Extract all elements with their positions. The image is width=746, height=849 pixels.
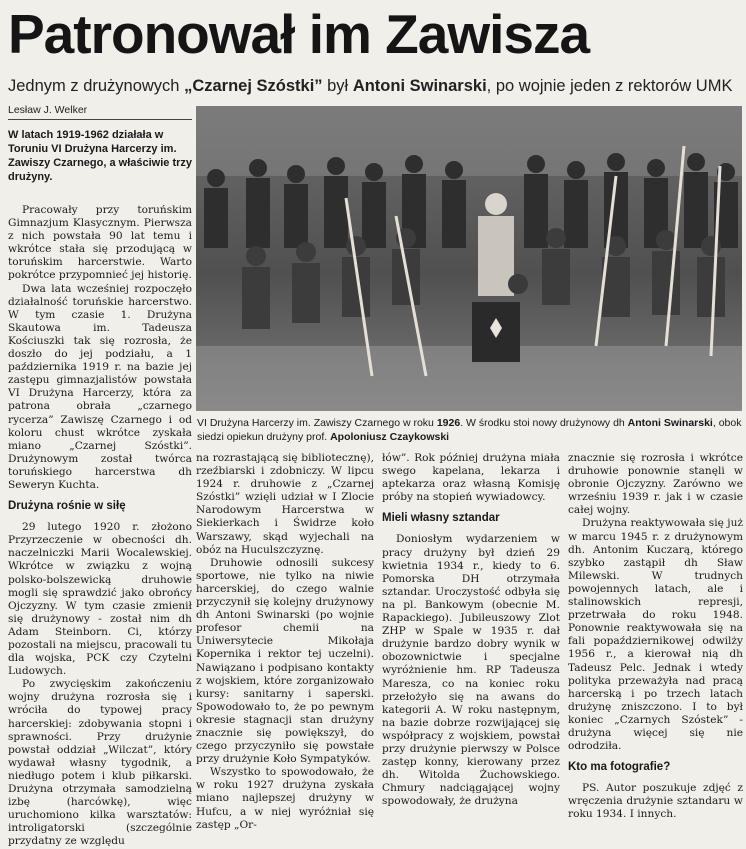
col4-paragraph-2: Drużyna reaktywowała się już w marcu 1945 r. z drużynowym dh. Antonim Kuczarą, którego szybko zastąpił dh Sław Milewski. W trudnych powojennych latach, ale i stalinowskich represji, przetrwała do roku 1948. Ponownie reaktywowała się na fali popaździernikowej odwilży 1956 r., a kierował nią dh Tadeusz Pelc. Jednak i wtedy polityka przeważyła nad pracą harcerską i po trzech latach drużynę zniszczono. I to był koniec „Czarnych Szóstek” - drużyna więcej się nie odrodziła. <box>568 517 743 753</box>
col1-paragraph-2: Dwa lata wcześniej rozpoczęło działalność toruńskie harcerstwo. W tym czasie 1. Drużyna Skautowa im. Tadeusza Kościuszki tak się rozrosła, że doszło do jej podziału, a 1 października 1919 r. na bazie jej zastępu gimnazjalistów powstała VI Drużyna Harcerzy, która za patrona obrała „czarnego rycerza” Zawiszę Czarnego i od koloru chust wkrótce zyskała miano „Czarnej Szóstki”. Drużynowym został twórca toruńskiego harcerstwa dh Seweryn Kuchta. <box>8 282 192 491</box>
caption-name-2: Apoloniusz Czaykowski <box>330 431 450 443</box>
byline-rule <box>8 119 192 120</box>
caption-mid-2: , obok siedzi opiekun drużyny prof. <box>197 417 742 443</box>
col1-paragraph-4: Po zwycięskim zakończeniu wojny drużyna rozrosła się i wróciła do typowej pracy harcerskiej: zdobywania stopni i sprawności. Przy drużynie powstał oddział „Wilczat”, który wydawał własny tygodnik, a niedługo potem i klub piłkarski. Drużyna otrzymała samodzielną izbę (harcówkę), więc uruchomiono kilka warsztatów: introligatorski (szczególnie przydatny ze względu <box>8 678 192 848</box>
subhead-bold-1: „Czarnej Szóstki” <box>184 77 323 95</box>
col2-paragraph-1: na rozrastającą się bibliotecznę), rzeźbiarski i zdobniczy. W lipcu 1924 r. druhowie z „Czarnej Szóstki” wzięli udział w I Zlocie Narodowym Harcerstwa w Siekierkach i Świdrze koło Warszawy, skąd wyjechali na obóz na Huculszczyznę. <box>196 452 374 556</box>
column-3 <box>382 452 560 808</box>
article-subheadline <box>8 76 743 96</box>
col2-paragraph-2: Druhowie odnosili sukcesy sportowe, nie tylko na niwie harcerskiej, do czego walnie przyczynił się kolejny drużynowy dh Antoni Swinarski (po wojnie profesor chemii na Uniwersytecie Mikołaja Kopernika i rektor tej uczelni). Nawiązano i podpisano kontakty z wojskiem, które zorganizowało kursy: sanitarny i saperski. Spowodowało to, że po pewnym okresie stagnacji stan drużyny znacznie się powiększył, do czego przyczyniło się powstałe przy drużynie Koło Sympatyków. <box>196 556 374 766</box>
subhead-pre: Jednym z drużynowych <box>8 77 185 95</box>
subhead-bold-2: Antoni Swinarski <box>352 77 487 95</box>
col3-paragraph-1: łów”. Rok później drużyna miała swego kapelana, lekarza i aptekarza oraz własną Komisję próby na stopień wywiadowcy. <box>382 452 560 504</box>
col4-paragraph-3: PS. Autor poszukuje zdjęć z wręczenia drużynie sztandaru w roku 1934. I innych. <box>568 782 743 821</box>
group-photo <box>196 106 742 411</box>
column-1 <box>8 204 192 849</box>
col2-paragraph-3: Wszystko to spowodowało, że w roku 1927 drużyna zyskała miano najlepszej drużyny w Hufcu, a w niej wyróżniał się zastęp „Or- <box>196 766 374 831</box>
column-4 <box>568 452 743 822</box>
group-photo-illustration <box>196 106 742 411</box>
col3-paragraph-2: Doniosłym wydarzeniem w pracy drużyny był dzień 29 kwietnia 1934 r., kiedy to 6. Pomorska DH otrzymała sztandar. Uroczystość odbyła się na pl. Bankowym (obecnie M. Rapackiego). Jubileuszowy Zlot ZHP w Spale w 1935 r. dał drużynie bardzo dobry wynik w obozownictwie i specjalne wyróżnienie hm. RP Tadeusza Maresza, co na koniec roku przełożyło się na awans do kategorii A. W roku następnym, na bazie dobrze rozwijającej się współpracy z wojskiem, powstał przy drużynie pierwszy w Polsce zastęp konny, kierowany przez dh. Witolda Żuchowskiego. Chmury nadciągającej wojny spowodowały, że drużyna <box>382 533 560 808</box>
col1-paragraph-1: Pracowały przy toruńskim Gimnazjum Klasycznym. Pierwsza z nich powstała 90 lat temu i wkrótce stała się przodującą w toruńskim harcerstwie. Warto pokrótce przypomnieć jej historię. <box>8 204 192 282</box>
col4-paragraph-1: znacznie się rozrosła i wkrótce druhowie ponownie stanęli w obronie Ojczyzny. Zarówno we wrześniu 1939 r. jak i w czasie całej wojny. <box>568 452 743 517</box>
article-headline: Patronował im Zawisza <box>8 3 590 65</box>
photo-caption <box>197 416 742 444</box>
caption-mid: . W środku stoi nowy drużynowy dh <box>460 417 628 429</box>
lead-paragraph: W latach 1919-1962 działała w Toruniu VI Drużyna Harcerzy im. Zawiszy Czarnego, a właściwie trzy drużyny. <box>8 129 193 183</box>
section-heading-druzyna-rosnie: Drużyna rośnie w siłę <box>8 500 126 513</box>
author-byline: Lesław J. Welker <box>8 104 88 116</box>
col1-paragraph-3: 29 lutego 1920 r. złożono Przyrzeczenie w obecności dh. naczelniczki Marii Wocalewskiej. Wkrótce w związku z wojną polsko-bolszewicką druhowie mogli się sprawdzić jako obrońcy Ojczyzny. W tym czasie zmienił się drużynowy - został nim dh Adam Steinborn. Ci, którzy pozostali na miejscu, pracowali tu dla wojska, PCK czy Czytelni Ludowych. <box>8 521 192 678</box>
caption-pre: VI Drużyna Harcerzy im. Zawiszy Czarnego w roku <box>197 417 437 429</box>
caption-name-1: Antoni Swinarski <box>627 417 713 429</box>
column-2 <box>196 452 374 832</box>
subhead-mid: był <box>322 77 353 95</box>
subhead-post: , po wojnie jeden z rektorów UMK <box>486 77 733 95</box>
section-heading-sztandar: Mieli własny sztandar <box>382 512 500 525</box>
section-heading-fotografie: Kto ma fotografie? <box>568 761 671 774</box>
caption-year: 1926 <box>436 417 461 429</box>
